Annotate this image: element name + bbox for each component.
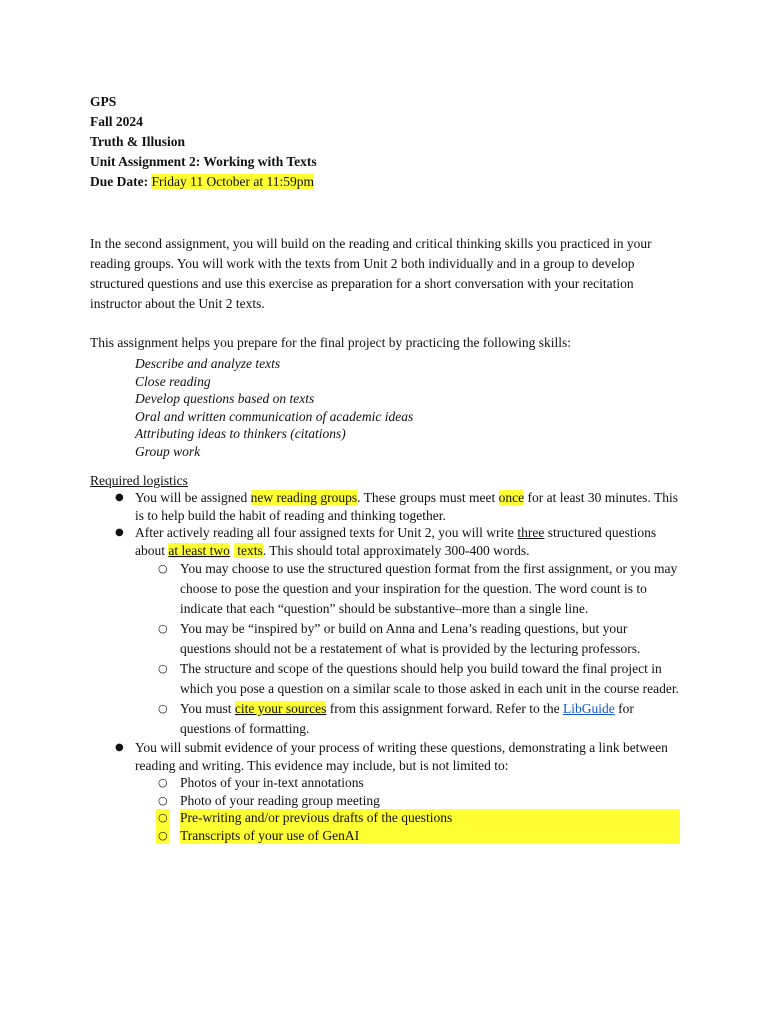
logistics-item-groups [135,489,680,524]
course-code: GPS [90,94,117,109]
text-run: from this assignment forward. Refer to the [326,701,563,716]
text-run: for questions of formatting. [180,701,634,736]
evidence-item-highlighted: ○ Transcripts of your use of GenAI [180,827,680,845]
sub-item-cite [180,699,680,739]
sub-item: ○ You may be “inspired by” or build on Anna and Lena’s reading questions, but your questions should not be a restatement of what is provided by the lecturing professors. [180,619,680,659]
logistics-item-questions [135,524,680,739]
assignment-title: Unit Assignment 2: Working with Texts [90,154,317,169]
highlight-texts: texts [233,542,263,558]
libguide-link[interactable]: LibGuide [562,701,615,716]
text-run: . This should total approximately 300-400 words. [262,542,530,558]
document-page [90,92,680,844]
questions-sublist [135,559,680,739]
skills-list [135,355,680,460]
text-run: structured questions about [135,525,657,558]
skill-item: Group work [135,443,201,459]
logistics-list [90,489,680,844]
term: Fall 2024 [90,114,143,129]
due-date-line [90,172,680,192]
intro-paragraph: In the second assignment, you will build on the reading and critical thinking skills you practiced in your reading groups. You will work with the texts from Unit 2 both individually and in a group to develop structured questions and use this exercise as preparation for a short conversation with your recitation instructor about the Unit 2 texts. [90,236,652,311]
course-title: Truth & Illusion [90,134,186,149]
due-date-value: Friday 11 October at 11:59pm [151,174,314,189]
highlight-new-reading-groups: new reading groups [250,490,358,505]
highlight-once: once [498,490,525,505]
highlight-cite-your-sources: cite your sources [234,701,327,716]
logistics-item-evidence [135,739,680,844]
skill-item: Close reading [135,373,211,389]
due-date-label: Due Date: [90,174,149,189]
underline-three: three [517,525,545,540]
text-run: You will submit evidence of your process of writing these questions, demonstrating a link between reading and writing. This evidence may include, but is not limited to: [135,740,668,773]
skill-item: Describe and analyze texts [135,356,281,371]
skill-item: Develop questions based on texts [135,391,315,406]
text-run: . These groups must meet [357,490,499,505]
highlight-at-least-two: at least two [168,542,230,558]
skills-intro: This assignment helps you prepare for the final project by practicing the following skills: [90,335,572,350]
sub-item: ○ You may choose to use the structured question format from the first assignment, or you may choose to pose the question and your inspiration for the question. The word count is to indicate that each “question” should be substantive–more than a single line. [180,559,680,619]
evidence-item: ○ Photos of your in-text annotations [180,774,680,792]
required-logistics-heading: Required logistics [90,473,188,488]
document-header [90,92,680,192]
text-run: for at least 30 minutes. This is to help build the habit of reading and thinking together. [135,490,678,523]
skill-item: Attributing ideas to thinkers (citations) [135,426,346,441]
text-run: You must [180,701,235,716]
evidence-item: ○ Photo of your reading group meeting [180,792,680,810]
skill-item: Oral and written communication of academic ideas [135,408,414,424]
text-run: After actively reading all four assigned texts for Unit 2, you will write [135,525,518,540]
text-run: You will be assigned [135,490,251,505]
sub-item: ○ The structure and scope of the questions should help you build toward the final project in which you pose a question on a similar scale to those asked in each unit in the course reader. [180,659,680,699]
evidence-item-highlighted: ○ Pre-writing and/or previous drafts of the questions [180,809,680,827]
evidence-sublist [135,774,680,844]
